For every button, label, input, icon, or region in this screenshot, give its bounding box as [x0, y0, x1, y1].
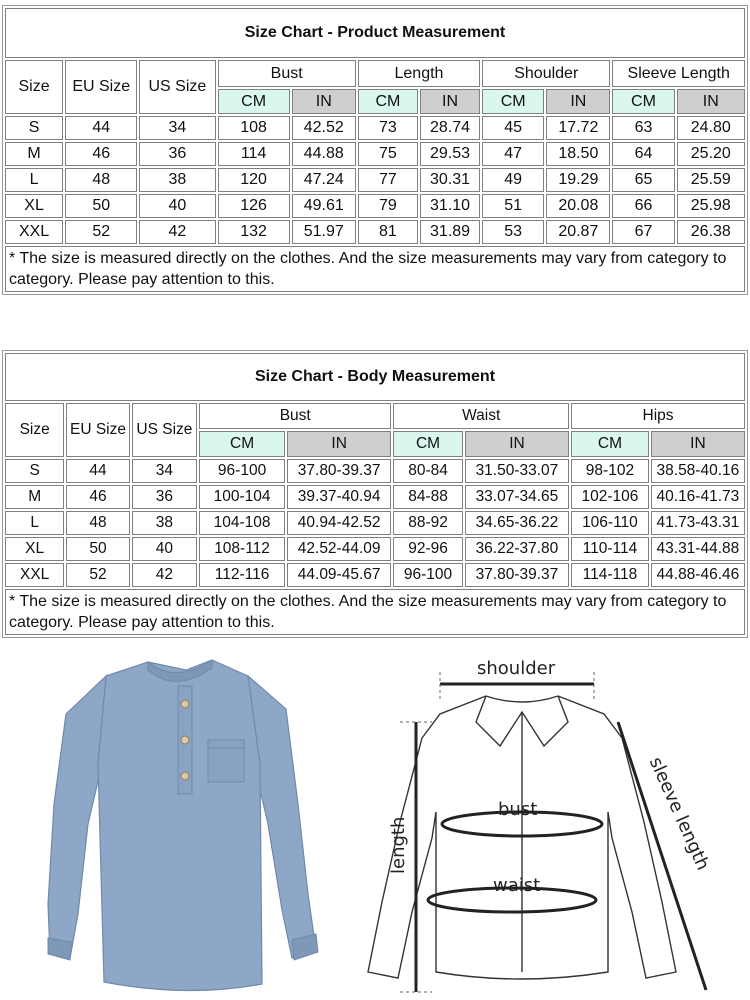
table-cell: 38 [139, 168, 215, 192]
col-us-size-header: US Size [132, 403, 197, 457]
table-cell: 25.20 [677, 142, 745, 166]
unit-cm-header: CM [612, 89, 674, 114]
blue-henley-shirt-photo [36, 654, 331, 994]
table-cell: 44.88 [292, 142, 356, 166]
table-cell: 34 [139, 116, 215, 140]
table-row [5, 142, 745, 166]
unit-in-header: IN [651, 431, 745, 457]
unit-in-header: IN [287, 431, 391, 457]
table-cell: 126 [218, 194, 290, 218]
body-chart-rows [5, 459, 745, 587]
table-cell: 67 [612, 220, 674, 244]
table-cell: 114 [218, 142, 290, 166]
table-row [5, 168, 745, 192]
unit-cm-header: CM [571, 431, 649, 457]
table-cell: 112-116 [199, 563, 285, 587]
table-cell: 47.24 [292, 168, 356, 192]
product-chart-note: * The size is measured directly on the clothes. And the size measurements may vary from category to category. Please pay attention to this. [5, 246, 745, 292]
table-cell: 73 [358, 116, 418, 140]
table-cell: 46 [65, 142, 137, 166]
table-cell: 96-100 [393, 563, 463, 587]
illustration-area [0, 642, 750, 1000]
table-cell: 40.94-42.52 [287, 511, 391, 535]
table-cell: 42.52-44.09 [287, 537, 391, 561]
table-cell: 120 [218, 168, 290, 192]
unit-in-header: IN [677, 89, 745, 114]
table-cell: 79 [358, 194, 418, 218]
size-cell: XXL [5, 220, 63, 244]
table-cell: 45 [482, 116, 544, 140]
table-cell: 49 [482, 168, 544, 192]
unit-cm-header: CM [393, 431, 463, 457]
table-cell: 36.22-37.80 [465, 537, 569, 561]
table-cell: 50 [65, 194, 137, 218]
table-cell: 88-92 [393, 511, 463, 535]
body-chart-note: * The size is measured directly on the clothes. And the size measurements may vary from category to category. Please pay attention to this. [5, 589, 745, 635]
table-cell: 64 [612, 142, 674, 166]
table-cell: 40 [132, 537, 197, 561]
size-cell: XL [5, 537, 64, 561]
table-cell: 31.10 [420, 194, 480, 218]
table-cell: 50 [66, 537, 129, 561]
table-cell: 98-102 [571, 459, 649, 483]
size-cell: M [5, 142, 63, 166]
table-cell: 29.53 [420, 142, 480, 166]
table-cell: 40.16-41.73 [651, 485, 745, 509]
table-cell: 34 [132, 459, 197, 483]
table-cell: 38.58-40.16 [651, 459, 745, 483]
table-cell: 19.29 [546, 168, 610, 192]
table-row [5, 485, 745, 509]
product-chart-title: Size Chart - Product Measurement [5, 8, 745, 58]
table-cell: 51.97 [292, 220, 356, 244]
table-cell: 77 [358, 168, 418, 192]
table-row [5, 194, 745, 218]
table-cell: 44 [65, 116, 137, 140]
shoulder-label: shoulder [477, 658, 556, 679]
col-us-size-header: US Size [139, 60, 215, 114]
table-cell: 92-96 [393, 537, 463, 561]
table-cell: 51 [482, 194, 544, 218]
size-cell: S [5, 459, 64, 483]
table-cell: 81 [358, 220, 418, 244]
table-cell: 40 [139, 194, 215, 218]
table-cell: 132 [218, 220, 290, 244]
size-cell: M [5, 485, 64, 509]
col-eu-size-header: EU Size [65, 60, 137, 114]
col-size-header: Size [5, 60, 63, 114]
group-sleeve-length-header: Sleeve Length [612, 60, 745, 87]
table-cell: 26.38 [677, 220, 745, 244]
table-cell: 65 [612, 168, 674, 192]
table-cell: 84-88 [393, 485, 463, 509]
table-cell: 106-110 [571, 511, 649, 535]
group-bust-header: Bust [218, 60, 356, 87]
group-shoulder-header: Shoulder [482, 60, 610, 87]
table-cell: 102-106 [571, 485, 649, 509]
table-row [5, 511, 745, 535]
table-cell: 31.50-33.07 [465, 459, 569, 483]
length-label: length [388, 816, 409, 874]
table-cell: 80-84 [393, 459, 463, 483]
table-cell: 42 [139, 220, 215, 244]
table-cell: 110-114 [571, 537, 649, 561]
product-chart-rows [5, 116, 745, 244]
table-cell: 42.52 [292, 116, 356, 140]
unit-cm-header: CM [482, 89, 544, 114]
unit-cm-header: CM [199, 431, 285, 457]
table-cell: 52 [66, 563, 129, 587]
table-cell: 17.72 [546, 116, 610, 140]
table-cell: 44.88-46.46 [651, 563, 745, 587]
body-chart-title: Size Chart - Body Measurement [5, 353, 745, 401]
table-row [5, 563, 745, 587]
table-cell: 63 [612, 116, 674, 140]
table-cell: 108-112 [199, 537, 285, 561]
body-size-chart [2, 350, 748, 638]
table-cell: 37.80-39.37 [287, 459, 391, 483]
table-cell: 42 [132, 563, 197, 587]
table-row [5, 116, 745, 140]
table-cell: 38 [132, 511, 197, 535]
table-row [5, 459, 745, 483]
size-cell: L [5, 168, 63, 192]
table-cell: 52 [65, 220, 137, 244]
table-cell: 25.59 [677, 168, 745, 192]
table-cell: 36 [132, 485, 197, 509]
unit-cm-header: CM [218, 89, 290, 114]
product-size-chart [2, 5, 748, 295]
table-cell: 33.07-34.65 [465, 485, 569, 509]
table-cell: 96-100 [199, 459, 285, 483]
waist-label: waist [493, 875, 541, 896]
unit-cm-header: CM [358, 89, 418, 114]
table-cell: 25.98 [677, 194, 745, 218]
table-cell: 108 [218, 116, 290, 140]
table-cell: 44.09-45.67 [287, 563, 391, 587]
table-cell: 34.65-36.22 [465, 511, 569, 535]
unit-in-header: IN [292, 89, 356, 114]
size-cell: S [5, 116, 63, 140]
size-cell: XL [5, 194, 63, 218]
table-cell: 46 [66, 485, 129, 509]
table-cell: 100-104 [199, 485, 285, 509]
table-cell: 37.80-39.37 [465, 563, 569, 587]
col-size-header: Size [5, 403, 64, 457]
table-cell: 48 [65, 168, 137, 192]
size-cell: L [5, 511, 64, 535]
table-cell: 75 [358, 142, 418, 166]
table-row [5, 537, 745, 561]
table-cell: 104-108 [199, 511, 285, 535]
table-cell: 20.08 [546, 194, 610, 218]
bust-label: bust [498, 799, 538, 820]
group-waist-header: Waist [393, 403, 569, 429]
table-cell: 24.80 [677, 116, 745, 140]
table-cell: 66 [612, 194, 674, 218]
sleeve-length-label: sleeve length [644, 754, 714, 874]
table-cell: 39.37-40.94 [287, 485, 391, 509]
table-cell: 48 [66, 511, 129, 535]
table-cell: 53 [482, 220, 544, 244]
group-length-header: Length [358, 60, 480, 87]
size-cell: XXL [5, 563, 64, 587]
table-cell: 47 [482, 142, 544, 166]
group-hips-header: Hips [571, 403, 745, 429]
table-cell: 30.31 [420, 168, 480, 192]
table-cell: 20.87 [546, 220, 610, 244]
table-cell: 28.74 [420, 116, 480, 140]
table-cell: 18.50 [546, 142, 610, 166]
unit-in-header: IN [465, 431, 569, 457]
group-bust-header: Bust [199, 403, 391, 429]
unit-in-header: IN [420, 89, 480, 114]
table-cell: 43.31-44.88 [651, 537, 745, 561]
table-cell: 36 [139, 142, 215, 166]
col-eu-size-header: EU Size [66, 403, 129, 457]
table-cell: 41.73-43.31 [651, 511, 745, 535]
table-cell: 49.61 [292, 194, 356, 218]
table-cell: 44 [66, 459, 129, 483]
table-cell: 31.89 [420, 220, 480, 244]
unit-in-header: IN [546, 89, 610, 114]
table-cell: 114-118 [571, 563, 649, 587]
table-row [5, 220, 745, 244]
